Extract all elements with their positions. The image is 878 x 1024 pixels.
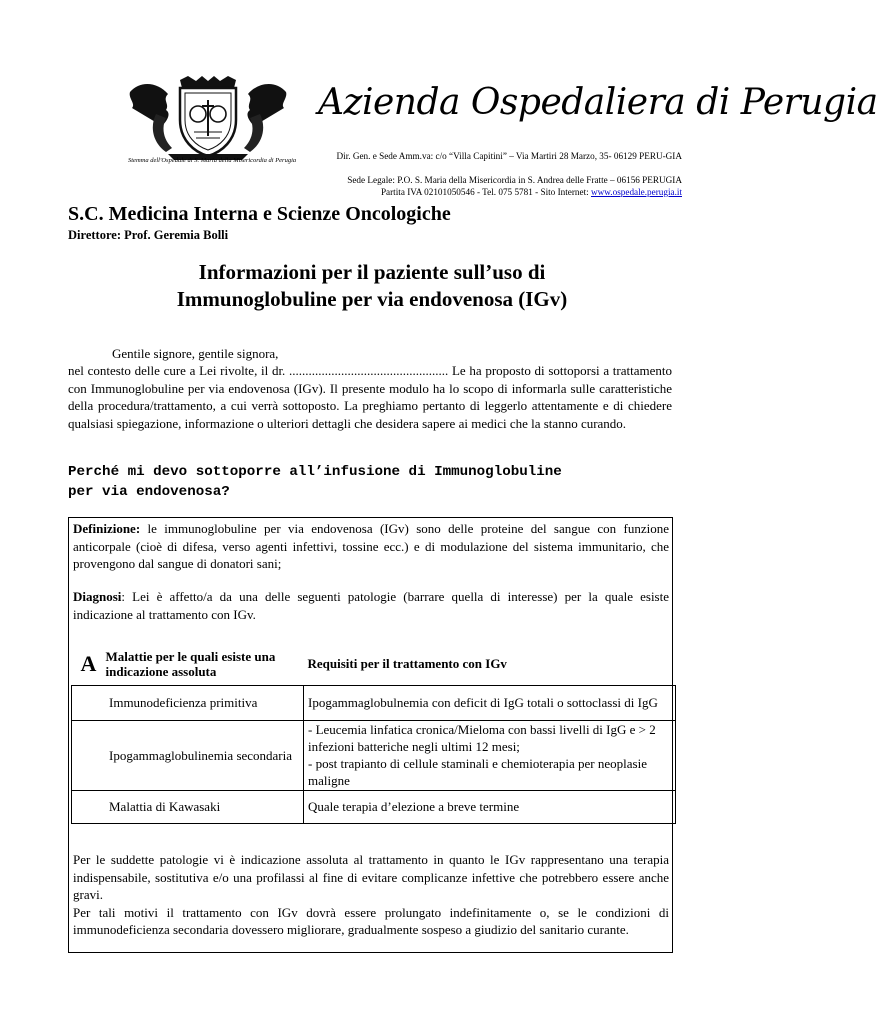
table-header-row (72, 643, 676, 685)
vat-phone-text: Partita IVA 02101050546 - Tel. 075 5781 - Sito Internet: (380, 187, 591, 197)
document-title-line2: Immunoglobuline per via endovenosa (IGv) (176, 287, 568, 311)
table-cell-disease: Malattia di Kawasaki (72, 790, 304, 823)
table-cell-requirement: Quale terapia d’elezione a breve termine (304, 790, 676, 823)
table-header-diseases: Malattie per le quali esiste una indicazione assoluta (105, 648, 276, 679)
definition-label: Definizione: (73, 521, 141, 536)
hospital-brand-name: Azienda Ospedaliera di Perugia (318, 82, 878, 123)
question-line2: per via endovenosa? (68, 484, 230, 500)
definition-paragraph (73, 520, 669, 573)
address-line-contacts (240, 187, 682, 199)
table-cell-requirement: Ipogammaglobulnemia con deficit di IgG totali o sottoclassi di IgG (304, 685, 676, 720)
hospital-coat-of-arms-logo (122, 74, 294, 160)
address-line-legal-seat: Sede Legale: P.O. S. Maria della Misericordia in S. Andrea delle Fratte – 06156 PERUGIA (347, 175, 682, 185)
greeting: Gentile signore, gentile signora, (112, 346, 279, 361)
department-name: S.C. Medicina Interna e Scienze Oncologiche (68, 203, 451, 225)
table-row (72, 720, 676, 790)
table-header-requirements: Requisiti per il trattamento con IGv (307, 656, 507, 672)
diagnosis-label: Diagnosi (73, 589, 122, 604)
table-cell-disease: Immunodeficienza primitiva (72, 685, 304, 720)
department-director: Direttore: Prof. Geremia Bolli (68, 228, 229, 242)
address-line-headquarters: Dir. Gen. e Sede Amm.va: c/o “Villa Capitini” – Via Martiri 28 Marzo, 35- 06129 PERU-GIA (336, 151, 682, 161)
conclusion-text (73, 851, 669, 939)
table-row (72, 685, 676, 720)
conclusion-paragraph-2: Per tali motivi il trattamento con IGv dovrà essere prolungato indefinitamente o, se le condizioni di immunodeficienza secondaria dovessero migliorare, gradualmente sospeso a giudizio del sanitario curante. (73, 904, 669, 937)
table-section-letter: A (80, 651, 97, 677)
document-title-line1: Informazioni per il paziente sull’uso di (198, 260, 546, 284)
diagnosis-text: : Lei è affetto/a da una delle seguenti patologie (barrare quella di interesse) per la quale esiste indicazione al trattamento con IGv. (73, 589, 669, 622)
table-cell-disease: Ipogammaglobulinemia secondaria (72, 720, 304, 790)
indications-table (71, 643, 676, 824)
table-cell-requirement: - Leucemia linfatica cronica/Mieloma con bassi livelli di IgG e > 2 infezioni batteriche negli ultimi 12 mesi; - post trapianto di cellule staminali e chemioterapia per neoplasie maligne (304, 720, 676, 790)
diagnosis-paragraph (73, 588, 669, 623)
website-link[interactable]: www.ospedale.perugia.it (591, 187, 682, 197)
question-line1: Perché mi devo sottoporre all’infusione di Immunoglobuline (68, 464, 562, 480)
section-question-heading (68, 462, 562, 502)
table-row (72, 790, 676, 823)
definition-text: le immunoglobuline per via endovenosa (IGv) sono delle proteine del sangue con funzione anticorpale (cioè di difesa, verso agenti infettivi, tossine ecc.) e di modulazione del sistema immunitario, che provengono dal sangue di donatori sani; (73, 521, 669, 571)
intro-paragraph: nel contesto delle cure a Lei rivolte, il dr. ................................................. Le ha proposto di sottoporsi a trattamento con Immunoglobuline per via endovenosa (IGv). Il presente modulo ha lo scopo di informarla sulle caratteristiche della procedura/trattamento, a cui verrà sottoposto. La preghiamo pertanto di leggerlo attentamente e di chiedere qualsiasi spiegazione, informazione o ulteriori dettagli che desidera sapere ai medici che la stanno curando. (68, 363, 672, 431)
conclusion-paragraph-1: Per le suddette patologie vi è indicazione assoluta al trattamento in quanto le IGv rappresentano una terapia indispensabile, sostitutiva e/o una profilassi al fine di evitare complicanze infettive che potrebbero essere anche gravi. (73, 852, 669, 902)
stemma-caption: Stemma dell'Ospedale di S. Maria della Misericordia di Perugia (128, 157, 297, 164)
